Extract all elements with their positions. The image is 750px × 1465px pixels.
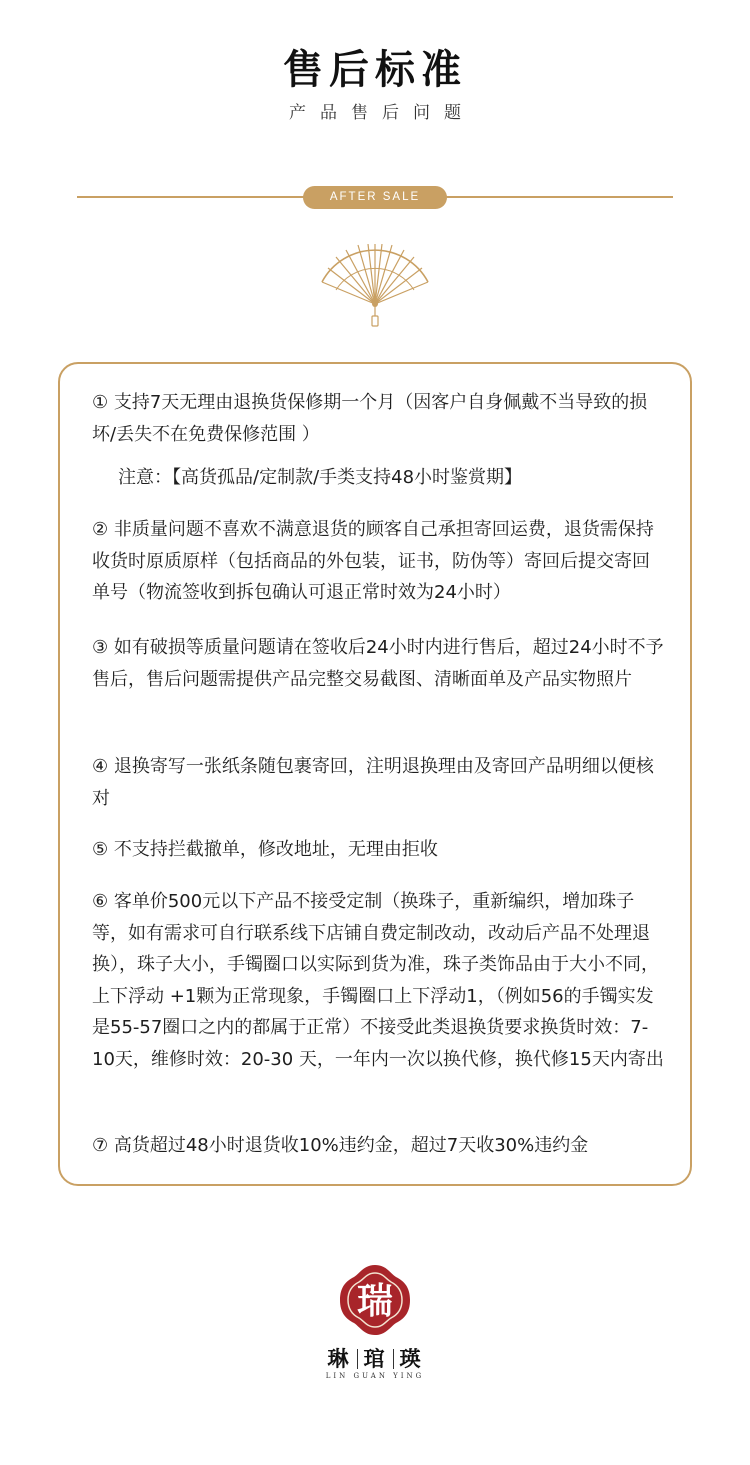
brand-name-part-2: 琯 xyxy=(363,1346,387,1371)
policy-item-5: ⑤ 不支持拦截撤单，修改地址，无理由拒收 xyxy=(92,839,438,860)
logo-character: 瑞 xyxy=(356,1280,394,1322)
policy-item-4: ④ 退换寄写一张纸条随包裹寄回，注明退换理由及寄回产品明细以便核对 xyxy=(92,756,654,809)
brand-separator xyxy=(393,1349,394,1369)
policy-item-2: ② 非质量问题不喜欢不满意退货的顾客自己承担寄回运费，退货需保持收货时原质原样（包括商品的外包装，证书，防伪等）寄回后提交寄回单号（物流签收到拆包确认可退正常时效为24小时） xyxy=(92,519,654,603)
policy-item-6: ⑥ 客单价500元以下产品不接受定制（换珠子，重新编织，增加珠子等，如有需求可自行联系线下店铺自费定制改动，改动后产品不处理退换），珠子大小，手镯圈口以实际到货为准，珠子类饰品由于大小不同，上下浮动 +1颗为正常现象，手镯圈口上下浮动1，（例如56的手镯实发是55-57圈口之内的都属于正常）不接受此类退换货要求换货时效：7-10天，维修时效：20-30 天，一年内一次以换代修，换代修15天内寄出 xyxy=(92,891,664,1070)
policy-item-3: ③ 如有破损等质量问题请在签收后24小时内进行售后，超过24小时不予售后，售后问题需提供产品完整交易截图、清晰面单及产品实物照片 xyxy=(92,637,664,690)
policy-item-7: ⑦ 高货超过48小时退货收10%违约金，超过7天收30%违约金 xyxy=(92,1135,589,1156)
policy-item-1: ① 支持7天无理由退换货保修期一个月（因客户自身佩戴不当导致的损坏/丢失不在免费保修范围 ） xyxy=(92,392,648,445)
fan-icon xyxy=(318,244,432,330)
page-subtitle: 产品售后问题 xyxy=(289,103,475,123)
policy-note: 注意：【高货孤品/定制款/手类支持48小时鉴赏期】 xyxy=(118,467,523,488)
page-title: 售后标准 xyxy=(283,47,467,93)
brand-name-english: LIN GUAN YING xyxy=(325,1372,425,1380)
brand-name-part-1: 琳 xyxy=(327,1346,351,1371)
brand-separator xyxy=(357,1349,358,1369)
brand-logo xyxy=(338,1263,412,1337)
brand-name-part-3: 瑛 xyxy=(399,1346,423,1371)
brand-name xyxy=(0,1343,750,1373)
after-sale-badge: AFTER SALE xyxy=(303,186,447,209)
